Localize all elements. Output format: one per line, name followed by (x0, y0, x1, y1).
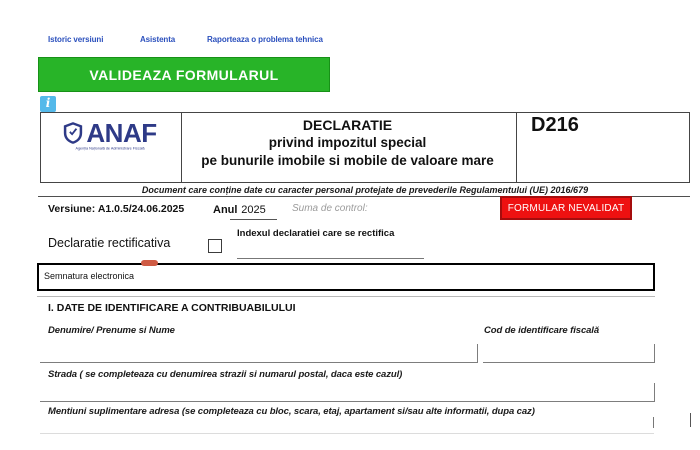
form-code: D216 (531, 114, 579, 136)
validate-form-button[interactable] (38, 57, 330, 92)
field-mentiuni-input[interactable] (40, 433, 654, 434)
rectify-label: Declaratie rectificativa (48, 236, 171, 250)
rectify-index-label: Indexul declaratiei care se rectifica (237, 228, 395, 239)
year-input[interactable]: 2025 (241, 204, 266, 216)
section1-title: I. DATE DE IDENTIFICARE A CONTRIBUABILULUI (48, 302, 296, 314)
form-title-line2: privind impozitul special (268, 135, 427, 150)
rectify-checkbox[interactable] (208, 239, 222, 253)
field-denumire-input[interactable] (40, 344, 478, 363)
form-title-line3: pe bunurile imobile si mobile de valoare mare (201, 153, 494, 168)
form-status-label: FORMULAR NEVALIDAT (507, 202, 625, 214)
anaf-logo (40, 120, 180, 153)
field-strada-input[interactable] (40, 383, 655, 402)
signature-box-underline (37, 296, 655, 297)
field-strada-label: Strada ( se completeaza cu denumirea strazii si numarul postal, daca este cazul) (48, 369, 403, 380)
year-input-underline (230, 219, 277, 220)
signature-marker (141, 260, 158, 266)
anaf-shield-icon (63, 121, 83, 145)
checksum-label: Suma de control: (292, 203, 368, 214)
signature-box[interactable] (37, 263, 655, 291)
version-text (48, 203, 184, 215)
link-asistenta[interactable]: Asistenta (140, 35, 176, 44)
field-denumire-label: Denumire/ Prenume si Nume (48, 325, 175, 336)
header-divider-right (516, 113, 517, 182)
field-mentiuni-right-tick (653, 417, 654, 428)
form-status-badge[interactable] (500, 196, 632, 220)
version-value: A1.0.5/24.06.2025 (97, 203, 185, 215)
page-edge-mark (690, 413, 691, 427)
validate-form-button-label: VALIDEAZA FORMULARUL (89, 66, 279, 83)
version-label: Versiune: (48, 203, 96, 215)
gdpr-note: Document care conține date cu caracter personal protejate de prevederile Regulamentului (UE) 2016/679 (141, 185, 589, 195)
signature-box-label: Semnatura electronica (44, 271, 135, 281)
field-mentiuni-label: Mentiuni suplimentare adresa (se completeaza cu bloc, scara, etaj, apartament si/sau alte informatii, dupa caz) (48, 406, 535, 417)
info-icon[interactable]: i (40, 96, 56, 112)
link-istoric-versiuni[interactable]: Istoric versiuni (48, 35, 104, 44)
field-cif-input[interactable] (483, 344, 655, 363)
form-title-line1: DECLARATIE (302, 117, 393, 133)
field-cif-label: Cod de identificare fiscală (484, 325, 600, 336)
rectify-index-input[interactable] (237, 258, 424, 259)
anaf-logo-text: ANAF (86, 118, 157, 148)
year-label: Anul (213, 204, 238, 216)
form-title (180, 116, 515, 170)
anaf-logo-subtitle: Agenția Națională de Administrare Fiscală (75, 147, 145, 151)
link-raporteaza-problema[interactable]: Raporteaza o problema tehnica (207, 35, 323, 44)
